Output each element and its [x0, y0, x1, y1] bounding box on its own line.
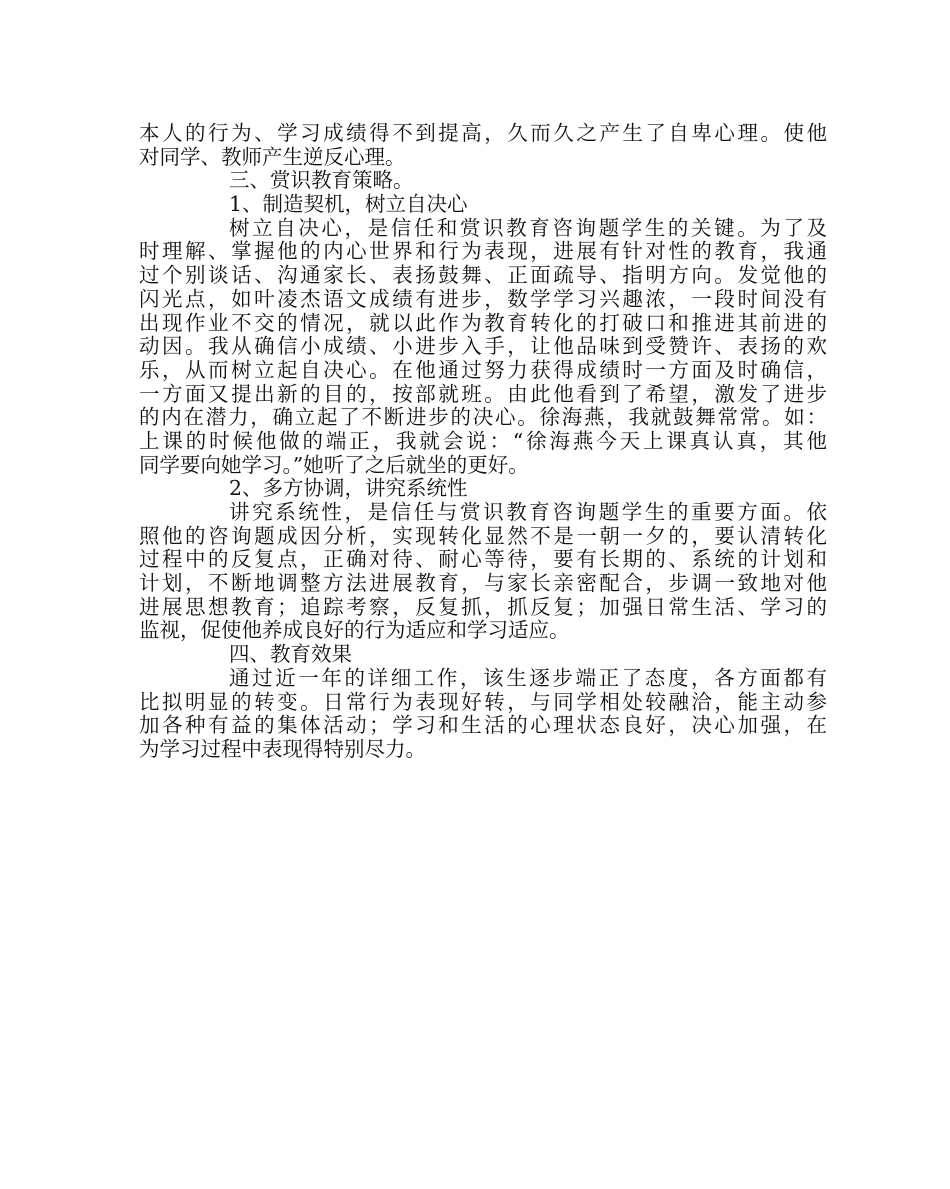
text-line: 监视，促使他养成良好的行为适应和学习适应。	[139, 618, 570, 643]
text-line: 本人的行为、学习成绩得不到提高，久而久之产生了自卑心理。使他	[139, 121, 827, 145]
text-line: 三、赏识教育策略。	[229, 168, 414, 193]
text-line: 进展思想教育；追踪考察，反复抓，抓反复；加强日常生活、学习的	[139, 594, 827, 619]
text-line: 闪光点，如叶凌杰语文成绩有进步，数学学习兴趣浓，一段时间没有	[139, 286, 827, 311]
text-line: 2、多方协调，讲究系统性	[229, 476, 468, 501]
text-line: 为学习过程中表现得特别尽力。	[139, 736, 426, 761]
text-line: 上课的时候他做的端正，我就会说：“徐海燕今天上课真认真，其他	[139, 428, 827, 453]
text-line: 四、教育效果	[229, 642, 352, 667]
text-line: 讲究系统性，是信任与赏识教育咨询题学生的重要方面。依	[229, 500, 827, 524]
text-line: 比拟明显的转变。日常行为表现好转，与同学相处较融洽，能主动参	[139, 689, 827, 714]
text-line: 出现作业不交的情况，就以此作为教育转化的打破口和推进其前进的	[139, 310, 827, 335]
text-line: 照他的咨询题成因分析，实现转化显然不是一朝一夕的，要认清转化	[139, 523, 827, 548]
text-line: 过程中的反复点，正确对待、耐心等待，要有长期的、系统的计划和	[139, 547, 827, 572]
text-line: 时理解、掌握他的内心世界和行为表现，进展有针对性的教育，我通	[139, 239, 827, 264]
text-line: 同学要向她学习。”她听了之后就坐的更好。	[139, 452, 529, 477]
document-body	[139, 122, 827, 762]
text-line: 计划，不断地调整方法进展教育，与家长亲密配合，步调一致地对他	[139, 571, 827, 596]
text-line: 通过近一年的详细工作，该生逐步端正了态度，各方面都有	[229, 665, 827, 690]
text-line: 1、制造契机，树立自决心	[229, 192, 468, 217]
text-line: 树立自决心，是信任和赏识教育咨询题学生的关键。为了及	[229, 215, 827, 240]
text-line: 一方面又提出新的目的，按部就班。由此他看到了希望，激发了进步	[139, 381, 827, 406]
text-line: 对同学、教师产生逆反心理。	[139, 144, 406, 169]
text-line: 过个别谈话、沟通家长、表扬鼓舞、正面疏导、指明方向。发觉他的	[139, 263, 827, 288]
text-line: 的内在潜力，确立起了不断进步的决心。徐海燕，我就鼓舞常常。如：	[139, 405, 827, 430]
text-line: 加各种有益的集体活动；学习和生活的心理状态良好，决心加强，在	[139, 713, 827, 738]
text-line: 乐，从而树立起自决心。在他通过努力获得成绩时一方面及时确信，	[139, 357, 827, 382]
text-line: 动因。我从确信小成绩、小进步入手，让他品味到受赞许、表扬的欢	[139, 334, 827, 359]
